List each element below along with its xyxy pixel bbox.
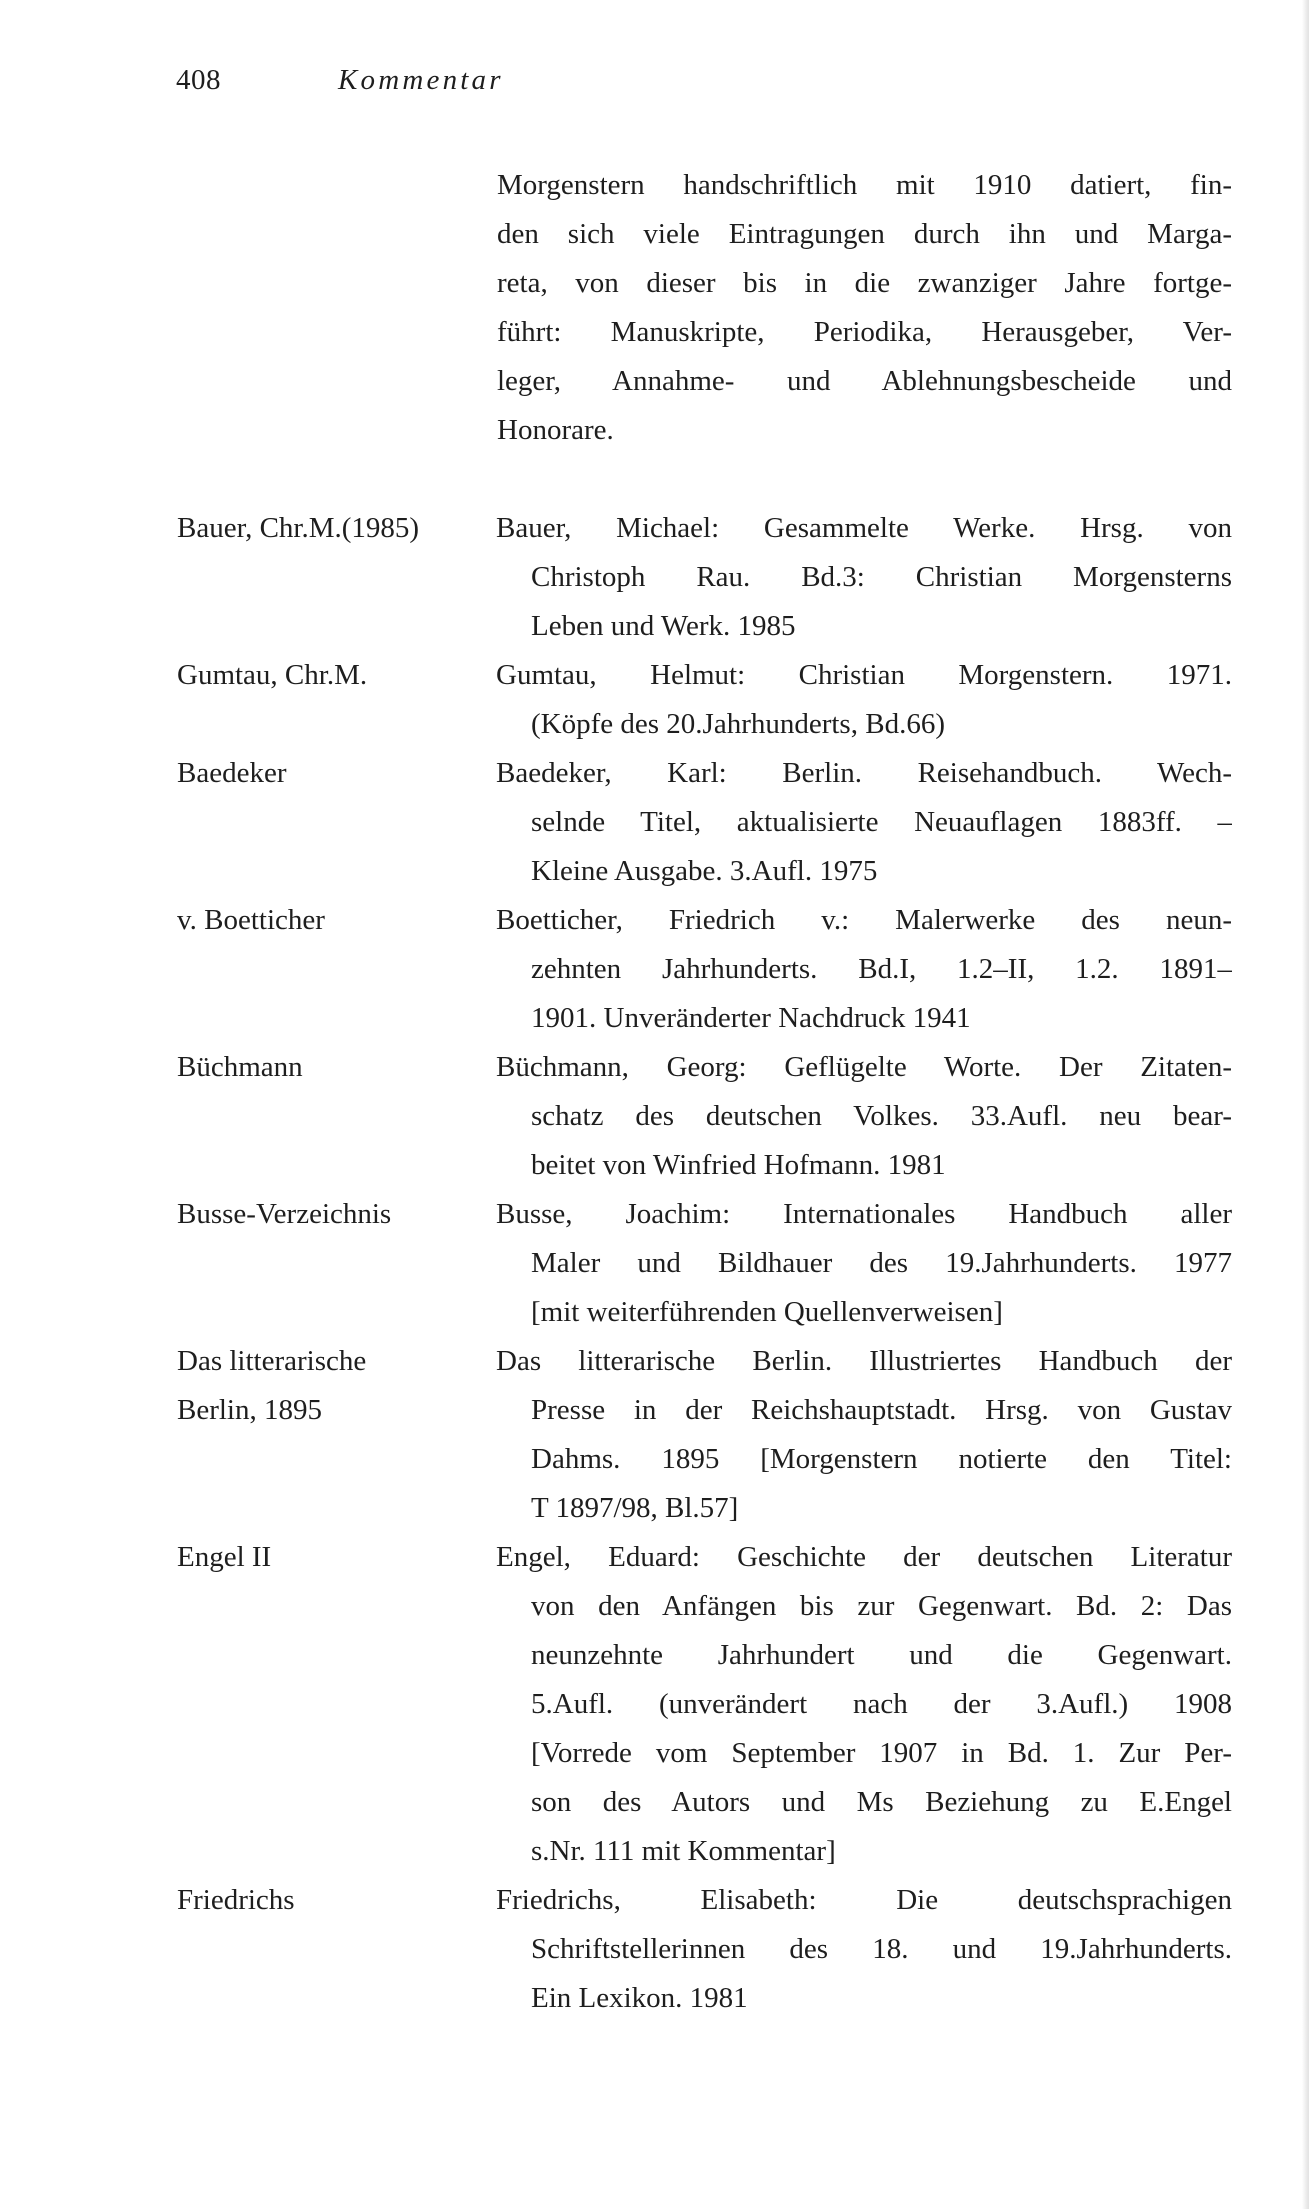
entry-citation-first-line: Engel, Eduard: Geschichte der deutschen Literatur [496,1541,1232,1573]
entry-abbreviation: Berlin, 1895 [177,1394,322,1426]
entry-citation-first-line: Büchmann, Georg: Geflügelte Worte. Der Zitaten- [496,1051,1232,1083]
entry-citation-line: Presse in der Reichshauptstadt. Hrsg. von Gustav [531,1394,1232,1426]
entry-citation-line: von den Anfängen bis zur Gegenwart. Bd. 2: Das [531,1590,1232,1622]
entry-citation-line: Leben und Werk. 1985 [531,610,796,642]
entry-abbreviation: Engel II [177,1541,272,1573]
page-edge-shadow [1302,0,1309,2209]
intro-line: Honorare. [497,414,614,446]
entry-abbreviation: Friedrichs [177,1884,295,1916]
page-number: 408 [176,64,221,96]
entry-abbreviation: Baedeker [177,757,287,789]
entry-citation-line: [Vorrede vom September 1907 in Bd. 1. Zur Per- [531,1737,1232,1769]
entry-citation-line: (Köpfe des 20.Jahrhunderts, Bd.66) [531,708,945,740]
entry-citation-first-line: Das litterarische Berlin. Illustriertes Handbuch der [496,1345,1232,1377]
entry-abbreviation: Das litterarische [177,1345,367,1377]
entry-citation-line: Dahms. 1895 [Morgenstern notierte den Titel: [531,1443,1232,1475]
entry-citation-line: schatz des deutschen Volkes. 33.Aufl. neu bear- [531,1100,1232,1132]
entry-citation-line: Christoph Rau. Bd.3: Christian Morgensterns [531,561,1232,593]
entry-citation-line: T 1897/98, Bl.57] [531,1492,739,1524]
entry-citation-line: Kleine Ausgabe. 3.Aufl. 1975 [531,855,878,887]
entry-citation-line: zehnten Jahrhunderts. Bd.I, 1.2–II, 1.2. 1891– [531,953,1232,985]
intro-line: führt: Manuskripte, Periodika, Herausgeber, Ver- [497,316,1232,348]
entry-abbreviation: Busse-Verzeichnis [177,1198,392,1230]
entry-citation-line: 5.Aufl. (unverändert nach der 3.Aufl.) 1908 [531,1688,1232,1720]
entry-abbreviation: Büchmann [177,1051,303,1083]
entry-citation-first-line: Gumtau, Helmut: Christian Morgenstern. 1971. [496,659,1232,691]
entry-citation-first-line: Friedrichs, Elisabeth: Die deutschsprachigen [496,1884,1232,1916]
running-head [0,60,1309,100]
running-title: Kommentar [338,64,504,96]
entry-citation-line: [mit weiterführenden Quellenverweisen] [531,1296,1003,1328]
entry-citation-line: Ein Lexikon. 1981 [531,1982,748,2014]
intro-line: den sich viele Eintragungen durch ihn und Marga- [497,218,1232,250]
entry-citation-line: Schriftstellerinnen des 18. und 19.Jahrhunderts. [531,1933,1232,1965]
entry-citation-line: selnde Titel, aktualisierte Neuauflagen 1883ff. – [531,806,1232,838]
entry-citation-line: s.Nr. 111 mit Kommentar] [531,1835,836,1867]
intro-line: leger, Annahme- und Ablehnungsbescheide und [497,365,1232,397]
entry-abbreviation: Bauer, Chr.M.(1985) [177,512,420,544]
intro-line: Morgenstern handschriftlich mit 1910 datiert, fin- [497,169,1232,201]
entry-abbreviation: v. Boetticher [177,904,325,936]
entry-citation-first-line: Bauer, Michael: Gesammelte Werke. Hrsg. von [496,512,1232,544]
intro-line: reta, von dieser bis in die zwanziger Jahre fortge- [497,267,1232,299]
entry-abbreviation: Gumtau, Chr.M. [177,659,368,691]
entry-citation-line: beitet von Winfried Hofmann. 1981 [531,1149,946,1181]
entry-citation-first-line: Busse, Joachim: Internationales Handbuch aller [496,1198,1232,1230]
entry-citation-first-line: Baedeker, Karl: Berlin. Reisehandbuch. Wech- [496,757,1232,789]
entry-citation-line: son des Autors und Ms Beziehung zu E.Engel [531,1786,1232,1818]
entry-citation-line: 1901. Unveränderter Nachdruck 1941 [531,1002,971,1034]
entry-citation-line: neunzehnte Jahrhundert und die Gegenwart. [531,1639,1232,1671]
entry-citation-first-line: Boetticher, Friedrich v.: Malerwerke des neun- [496,904,1232,936]
entry-citation-line: Maler und Bildhauer des 19.Jahrhunderts. 1977 [531,1247,1232,1279]
